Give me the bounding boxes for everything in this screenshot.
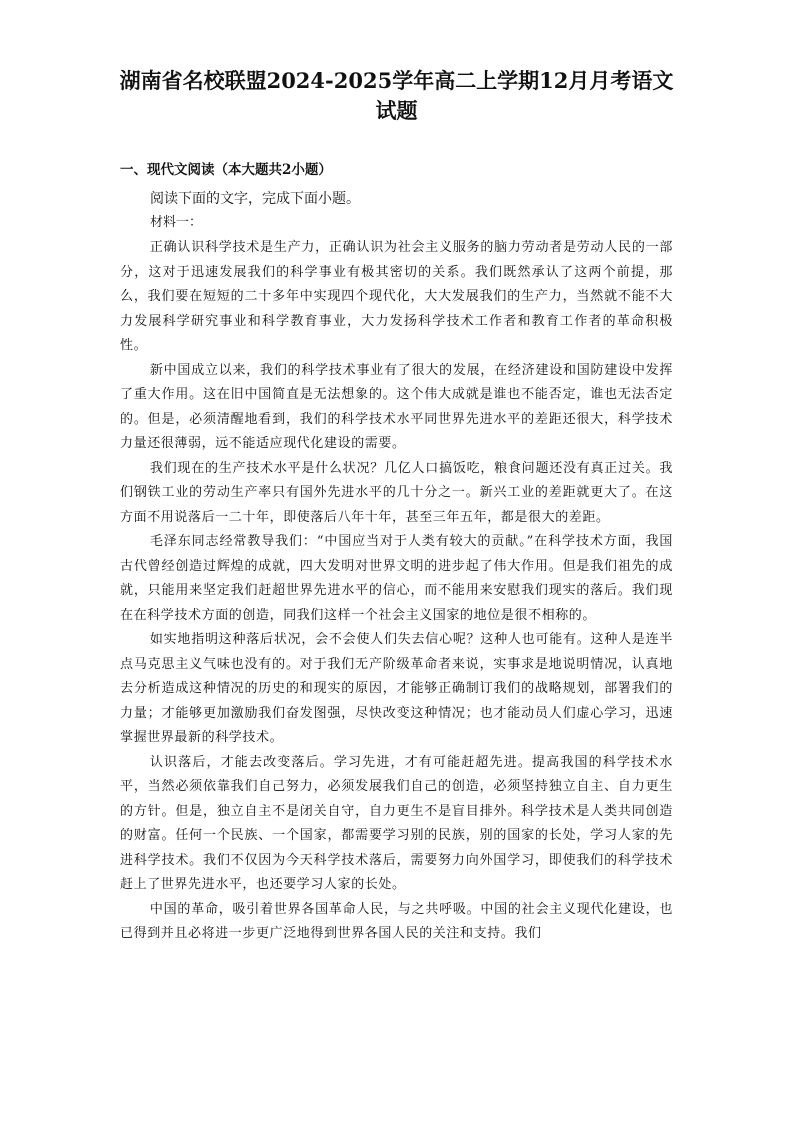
paragraph: 毛泽东同志经常教导我们：“中国应当对于人类有较大的贡献。”在科学技术方面，我国古代曾经创造过辉煌的成就，四大发明对世界文明的进步起了伟大作用。但是我们祖先的成就，只能用来坚定我们赶超世界先进水平的信心，而不能用来安慰我们现实的落后。我们现在在科学技术方面的创造，同我们这样一个社会主义国家的地位是很不相称的。 xyxy=(120,534,673,623)
paragraph: 如实地指明这种落后状况，会不会使人们失去信心呢？这种人也可能有。这种人是连半点马克思主义气味也没有的。对于我们无产阶级革命者来说，实事求是地说明情况，认真地去分析造成这种情况的历史的和现实的原因，才能够正确制订我们的战略规划，部署我们的力量；才能够更加激励我们奋发图强，尽快改变这种情况；也才能动员人们虚心学习，迅速掌握世界最新的科学技术。 xyxy=(120,632,673,745)
material-label: 材料一： xyxy=(150,215,203,230)
title-line-1: 湖南省名校联盟2024-2025学年高二上学期12月月考语文 xyxy=(119,68,674,93)
paragraph: 中国的革命，吸引着世界各国革命人民，与之共呼吸。中国的社会主义现代化建设，也已得到并且必将进一步更广泛地得到世界各国人民的关注和支持。我们 xyxy=(120,901,673,941)
paragraph: 我们现在的生产技术水平是什么状况？几亿人口搞饭吃，粮食问题还没有真正过关。我们钢铁工业的劳动生产率只有国外先进水平的几十分之一。新兴工业的差距就更大了。在这方面不用说落后一二十年，即使落后八年十年，甚至三年五年，都是很大的差距。 xyxy=(120,460,673,525)
paragraph: 新中国成立以来，我们的科学技术事业有了很大的发展，在经济建设和国防建设中发挥了重大作用。这在旧中国简直是无法想象的。这个伟大成就是谁也不能否定，谁也无法否定的。但是，必须清醒地看到，我们的科学技术水平同世界先进水平的差距还很大，科学技术力量还很薄弱，远不能适应现代化建设的需要。 xyxy=(120,362,673,451)
paragraph: 认识落后，才能去改变落后。学习先进，才有可能赶超先进。提高我国的科学技术水平，当然必须依靠我们自己努力，必须发展我们自己的创造，必须坚持独立自主、自力更生的方针。但是，独立自主不是闭关自守，自力更生不是盲目排外。科学技术是人类共同创造的财富。任何一个民族、一个国家，都需要学习别的民族，别的国家的长处，学习人家的先进科学技术。我们不仅因为今天科学技术落后，需要努力向外国学习，即使我们的科学技术赶上了世界先进水平，也还要学习人家的长处。 xyxy=(120,754,673,892)
material-body xyxy=(120,236,673,947)
document-title xyxy=(80,66,713,126)
paragraph: 正确认识科学技术是生产力，正确认识为社会主义服务的脑力劳动者是劳动人民的一部分，这对于迅速发展我们的科学事业有极其密切的关系。我们既然承认了这两个前提，那么，我们要在短短的二十多年中实现四个现代化，大大发展我们的生产力，当然就不能不大力发展科学研究事业和科学教育事业，大力发扬科学技术工作者和教育工作者的革命积极性。 xyxy=(120,240,673,353)
title-line-2: 试题 xyxy=(375,98,418,123)
instruction-text: 阅读下面的文字，完成下面小题。 xyxy=(150,191,360,207)
section-heading: 一、现代文阅读（本大题共2小题） xyxy=(120,162,332,178)
